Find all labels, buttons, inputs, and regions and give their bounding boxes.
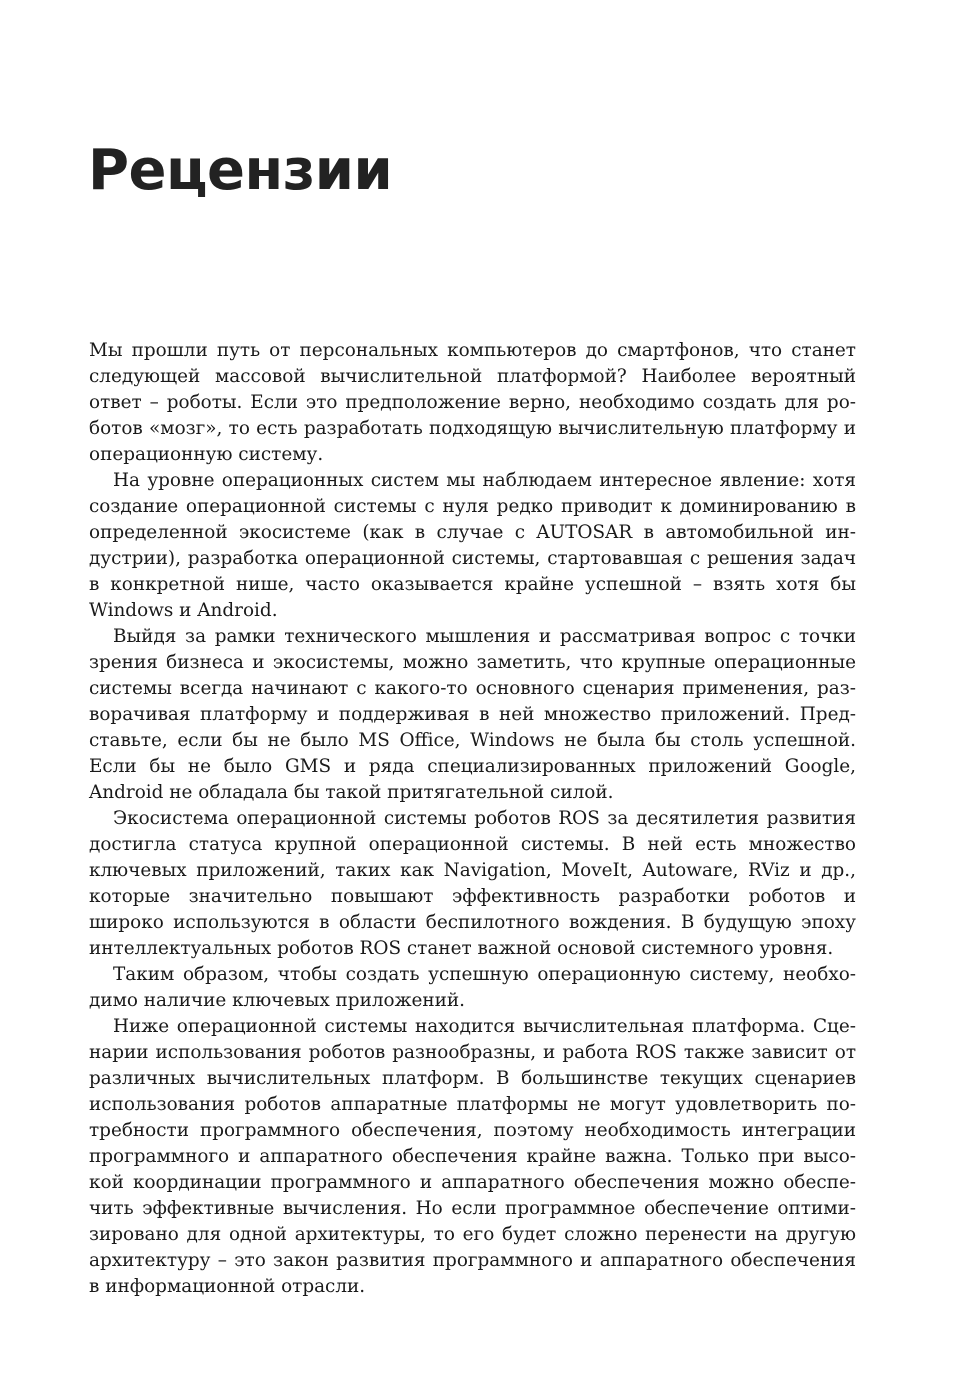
body-text	[89, 338, 856, 1300]
paragraph: Ниже операционной системы находится вычислительная платформа. Сценарии использования роботов разнообразны, и работа ROS также зависит от различных вычислительных платформ. В большинстве текущих сценариев использования роботов аппаратные платформы не могут удовлетворить потребности программного обеспечения, поэтому необходимость интеграции программного и аппаратного обеспечения крайне важна. Только при высокой координации программного и аппаратного обеспечения можно обеспечить эффективные вычисления. Но если программное обеспечение оптимизировано для одной архитектуры, то его будет сложно перенести на другую архитектуру – это закон развития программного и аппаратного обеспечения в информационной отрасли.	[89, 1016, 856, 1297]
chapter-title: Рецензии	[88, 138, 393, 203]
paragraph: Таким образом, чтобы создать успешную операционную систему, необходимо наличие ключевых приложений.	[89, 964, 856, 1011]
paragraph: На уровне операционных систем мы наблюдаем интересное явление: хотя создание операционной системы с нуля редко приводит к доминированию в определенной экосистеме (как в случае с AUTOSAR в автомобильной индустрии), разработка операционной системы, стартовавшая с решения задач в конкретной нише, часто оказывается крайне успешной – взять хотя бы Windows и Android.	[89, 470, 856, 621]
paragraph: Экосистема операционной системы роботов ROS за десятилетия развития достигла статуса крупной операционной системы. В ней есть множество ключевых приложений, таких как Navigation, MoveIt, Autoware, RViz и др., которые значительно повышают эффективность разработки роботов и широко используются в области беспилотного вождения. В будущую эпоху интеллектуальных роботов ROS станет важной основой системного уровня.	[89, 808, 856, 959]
paragraph: Мы прошли путь от персональных компьютеров до смартфонов, что станет следующей массовой вычислительной платформой? Наиболее вероятный ответ – роботы. Если это предположение верно, необходимо создать для роботов «мозг», то есть разработать подходящую вычислительную платформу и операционную систему.	[89, 340, 856, 465]
paragraph: Выйдя за рамки технического мышления и рассматривая вопрос с точки зрения бизнеса и экосистемы, можно заметить, что крупные операционные системы всегда начинают с какого-то основного сценария применения, разворачивая платформу и поддерживая в ней множество приложений. Представьте, если бы не было MS Office, Windows не была бы столь успешной. Если бы не было GMS и ряда специализированных приложений Google, Android не обладала бы такой притягательной силой.	[89, 626, 856, 803]
